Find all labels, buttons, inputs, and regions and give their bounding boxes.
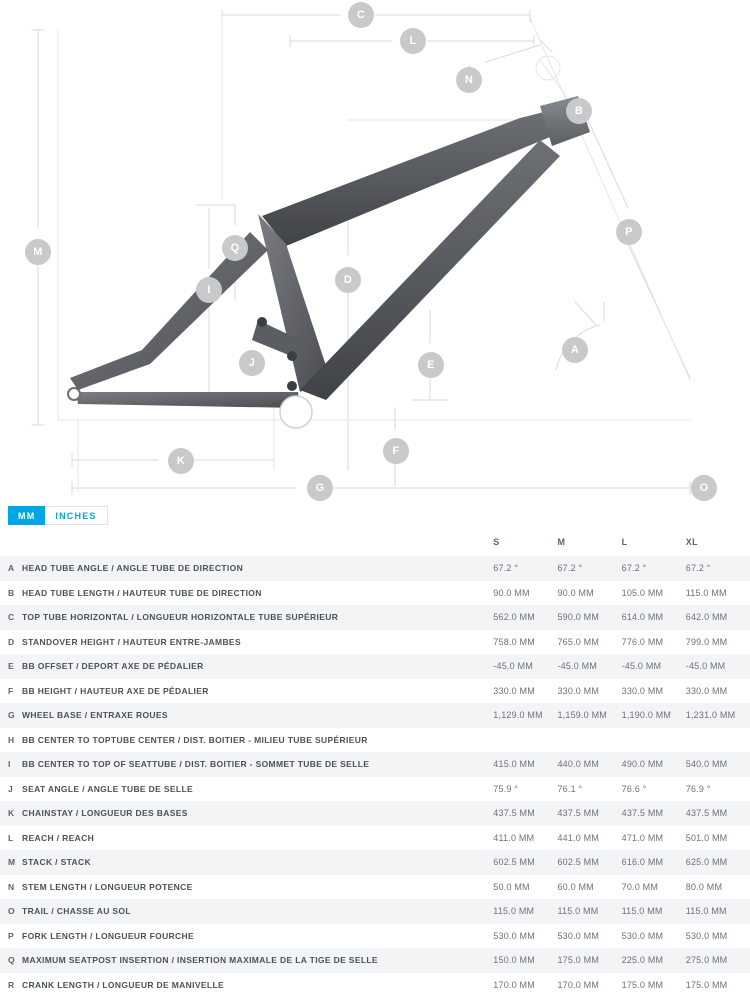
table-row [0, 630, 750, 655]
table-row [0, 654, 750, 679]
row-letter: J [8, 783, 14, 794]
row-value-s: 437.5 MM [493, 808, 535, 819]
row-label: TRAIL / CHASSE AU SOL [22, 906, 131, 917]
row-value-l: 67.2 ° [621, 563, 647, 574]
row-value-xl: 115.0 MM [685, 906, 727, 917]
row-letter: C [8, 612, 15, 623]
row-letter: D [8, 636, 15, 647]
row-value-s: 562.0 MM [493, 612, 535, 623]
row-value-m: 330.0 MM [557, 685, 600, 696]
table-row [0, 581, 750, 606]
row-value-xl: 330.0 MM [685, 685, 728, 696]
row-value-xl: 76.9 ° [685, 783, 711, 794]
callout-F: F [383, 438, 409, 464]
row-value-m: 437.5 MM [557, 808, 600, 819]
dimension-lines [32, 10, 690, 494]
row-label: STACK / STACK [22, 857, 91, 868]
callout-M: M [25, 239, 51, 265]
row-value-s: 602.5 MM [493, 857, 535, 868]
row-label: BB CENTER TO TOP OF SEATTUBE / DIST. BOITIER - SOMMET TUBE DE SELLE [22, 759, 370, 770]
row-value-xl: -45.0 MM [685, 661, 726, 672]
row-value-s: 530.0 MM [493, 930, 535, 941]
table-row [0, 801, 750, 826]
unit-mm-button[interactable]: MM [8, 506, 45, 525]
row-value-s: 90.0 MM [493, 587, 530, 598]
row-letter: G [8, 710, 15, 721]
row-value-s: -45.0 MM [493, 661, 533, 672]
table-row [0, 948, 750, 973]
header-size-m: M [557, 537, 566, 547]
row-value-l: 776.0 MM [621, 636, 664, 647]
row-value-s: 1,129.0 MM [493, 710, 543, 721]
row-value-l: 70.0 MM [621, 881, 659, 892]
row-value-xl: 1,231.0 MM [685, 710, 736, 721]
row-value-s [493, 728, 557, 753]
row-value-l: 330.0 MM [621, 685, 664, 696]
row-label: HEAD TUBE LENGTH / HAUTEUR TUBE DE DIRECTION [22, 587, 262, 598]
table-row [0, 850, 750, 875]
row-letter: B [8, 587, 15, 598]
table-row [0, 556, 750, 581]
header-measurement [22, 532, 493, 556]
row-value-m [557, 728, 621, 753]
header-letter [0, 532, 22, 556]
geometry-table [0, 532, 750, 995]
row-letter: M [8, 857, 16, 868]
unit-inches-button[interactable]: INCHES [45, 506, 107, 525]
row-value-m: 440.0 MM [557, 759, 600, 770]
row-label: FORK LENGTH / LONGUEUR FOURCHE [22, 930, 195, 941]
row-label: STEM LENGTH / LONGUEUR POTENCE [22, 881, 193, 892]
table-row [0, 875, 750, 900]
row-letter: E [8, 661, 14, 672]
row-value-xl: 625.0 MM [685, 857, 728, 868]
row-letter: L [8, 832, 14, 843]
header-size-xl: XL [685, 537, 699, 547]
row-value-s: 75.9 ° [493, 783, 519, 794]
table-body [0, 556, 750, 995]
row-letter: P [8, 930, 14, 941]
row-value-s: 67.2 ° [493, 563, 519, 574]
row-value-s: 415.0 MM [493, 759, 535, 770]
row-value-xl: 437.5 MM [685, 808, 728, 819]
table-row [0, 777, 750, 802]
callout-K: K [168, 448, 194, 474]
row-value-l: 614.0 MM [621, 612, 664, 623]
callout-Q: Q [222, 235, 248, 261]
callout-D: D [335, 267, 361, 293]
row-label: MAXIMUM SEATPOST INSERTION / INSERTION MAXIMALE DE LA TIGE DE SELLE [22, 955, 378, 966]
row-letter: K [8, 808, 15, 819]
row-value-m: 60.0 MM [557, 881, 594, 892]
row-value-m: 90.0 MM [557, 587, 594, 598]
row-value-m: 765.0 MM [557, 636, 600, 647]
row-value-l: 471.0 MM [621, 832, 664, 843]
row-value-l: 76.6 ° [621, 783, 647, 794]
row-value-xl: 540.0 MM [685, 759, 728, 770]
row-value-xl: 501.0 MM [685, 832, 728, 843]
table-row [0, 826, 750, 851]
row-label: TOP TUBE HORIZONTAL / LONGUEUR HORIZONTALE TUBE SUPÉRIEUR [22, 612, 339, 623]
row-value-m: 1,159.0 MM [557, 710, 607, 721]
callout-B: B [566, 98, 592, 124]
row-value-xl [686, 728, 750, 753]
row-value-xl: 115.0 MM [685, 587, 727, 598]
row-value-m: 170.0 MM [557, 979, 600, 990]
row-value-s: 330.0 MM [493, 685, 535, 696]
row-letter: F [8, 685, 14, 696]
row-label: WHEEL BASE / ENTRAXE ROUES [22, 710, 168, 721]
row-value-m: 590.0 MM [557, 612, 600, 623]
row-value-l: 115.0 MM [621, 906, 663, 917]
row-letter: Q [8, 955, 15, 966]
row-label: CHAINSTAY / LONGUEUR DES BASES [22, 808, 188, 819]
row-value-l: -45.0 MM [621, 661, 662, 672]
table-row [0, 924, 750, 949]
callout-P: P [616, 219, 642, 245]
row-value-m: -45.0 MM [557, 661, 598, 672]
table-row [0, 679, 750, 704]
row-value-s: 150.0 MM [493, 955, 535, 966]
row-value-l: 530.0 MM [621, 930, 664, 941]
callout-J: J [239, 350, 265, 376]
row-label: SEAT ANGLE / ANGLE TUBE DE SELLE [22, 783, 194, 794]
row-value-xl: 67.2 ° [685, 563, 711, 574]
row-value-s: 115.0 MM [493, 906, 535, 917]
row-value-m: 76.1 ° [557, 783, 583, 794]
row-value-xl: 799.0 MM [685, 636, 728, 647]
row-letter: N [8, 881, 15, 892]
callout-N: N [456, 67, 482, 93]
row-value-s: 170.0 MM [493, 979, 535, 990]
row-value-xl: 175.0 MM [685, 979, 728, 990]
row-value-l: 490.0 MM [621, 759, 664, 770]
row-value-m: 67.2 ° [557, 563, 583, 574]
callout-C: C [348, 2, 374, 28]
header-size-l: L [621, 537, 628, 547]
row-value-l: 437.5 MM [621, 808, 664, 819]
row-label: STANDOVER HEIGHT / HAUTEUR ENTRE-JAMBES [22, 636, 241, 647]
row-label: HEAD TUBE ANGLE / ANGLE TUBE DE DIRECTION [22, 563, 244, 574]
row-value-l: 225.0 MM [621, 955, 664, 966]
row-value-l: 105.0 MM [621, 587, 664, 598]
row-letter: I [8, 759, 11, 770]
row-letter: O [8, 906, 15, 917]
row-value-m: 441.0 MM [557, 832, 600, 843]
callout-L: L [400, 28, 426, 54]
callout-I: I [196, 277, 222, 303]
row-value-xl: 530.0 MM [685, 930, 728, 941]
table-row [0, 605, 750, 630]
row-value-l [622, 728, 686, 753]
row-value-m: 115.0 MM [557, 906, 599, 917]
row-label: REACH / REACH [22, 832, 95, 843]
row-value-m: 602.5 MM [557, 857, 600, 868]
row-value-m: 175.0 MM [557, 955, 600, 966]
table-row [0, 728, 750, 753]
row-label: CRANK LENGTH / LONGUEUR DE MANIVELLE [22, 979, 225, 990]
table-row [0, 752, 750, 777]
row-value-s: 50.0 MM [493, 881, 530, 892]
row-letter: H [8, 734, 15, 745]
callout-A: A [562, 337, 588, 363]
row-value-l: 175.0 MM [621, 979, 664, 990]
header-size-s: S [493, 537, 500, 547]
row-value-xl: 80.0 MM [685, 881, 723, 892]
row-label: BB OFFSET / DEPORT AXE DE PÉDALIER [22, 661, 204, 672]
row-value-s: 758.0 MM [493, 636, 535, 647]
callout-O: O [691, 475, 717, 501]
row-letter: A [8, 563, 15, 574]
row-label: BB CENTER TO TOPTUBE CENTER / DIST. BOITIER - MILIEU TUBE SUPÉRIEUR [22, 734, 368, 745]
frame-illustration [68, 96, 590, 428]
row-value-xl: 642.0 MM [685, 612, 728, 623]
row-letter: R [8, 979, 15, 990]
callout-E: E [418, 352, 444, 378]
row-value-l: 616.0 MM [621, 857, 664, 868]
table-row [0, 973, 750, 995]
table-row [0, 703, 750, 728]
table-header [0, 532, 750, 556]
row-value-s: 411.0 MM [493, 832, 535, 843]
table-row [0, 899, 750, 924]
row-value-m: 530.0 MM [557, 930, 600, 941]
unit-toggle[interactable] [8, 506, 108, 525]
row-value-l: 1,190.0 MM [621, 710, 672, 721]
row-value-xl: 275.0 MM [685, 955, 728, 966]
callout-G: G [307, 475, 333, 501]
row-label: BB HEIGHT / HAUTEUR AXE DE PÉDALIER [22, 685, 209, 696]
